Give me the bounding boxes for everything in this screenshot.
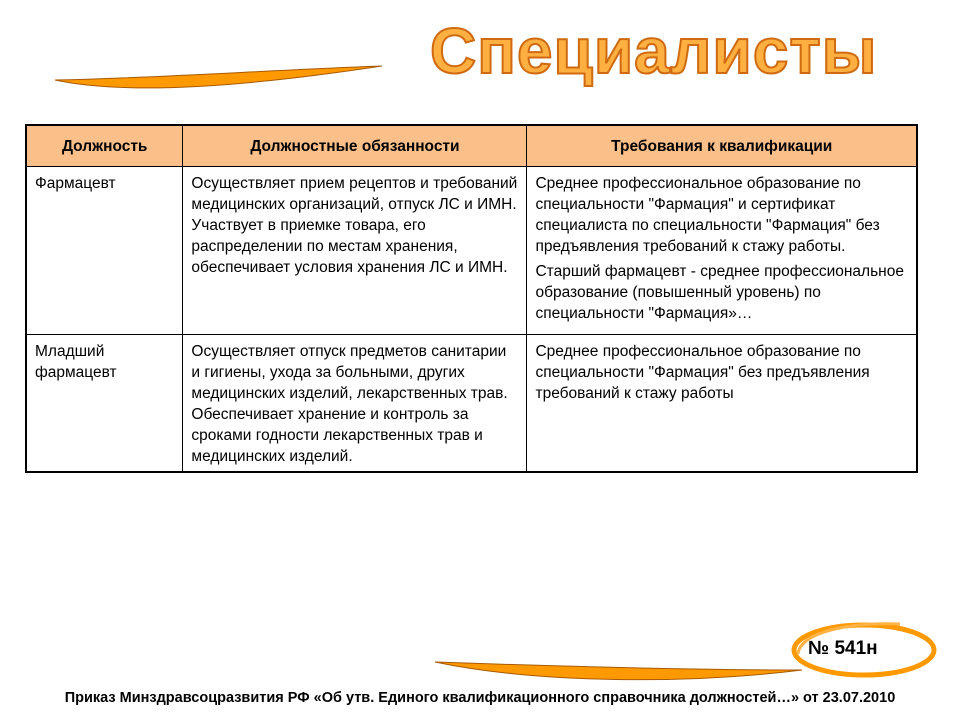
requirements-paragraph: Старший фармацевт - среднее профессиональное образование (повышенный уровень) по специальности "Фармация»… — [535, 263, 904, 322]
cell-duties: Осуществляет отпуск предметов санитарии и гигиены, ухода за больными, других медицинских изделий, лекарственных трав. Обеспечивает хранение и контроль за сроками годности лекарственных трав и медицинских изделий. — [183, 335, 527, 473]
requirements-paragraph: Среднее профессиональное образование по специальности "Фармация" и сертификат специалиста по специальности "Фармация" без предъявления требований к стажу работы. — [535, 175, 880, 255]
page-title: Специалисты — [430, 15, 878, 87]
header-position: Должность — [26, 125, 183, 167]
decorative-swoosh-bottom — [430, 640, 810, 686]
cell-position: Младший фармацевт — [26, 335, 183, 473]
cell-requirements — [527, 335, 917, 473]
order-number: № 541н — [808, 638, 878, 659]
specialists-table — [25, 124, 918, 473]
table-row — [26, 167, 917, 335]
cell-duties: Осуществляет прием рецептов и требований медицинских организаций, отпуск ЛС и ИМН. Участвует в приемке товара, его распределении по местам хранения, обеспечивает условия хранения ЛС и ИМН. — [183, 167, 527, 335]
footer-citation: Приказ Минздравсоцразвития РФ «Об утв. Единого квалификационного справочника должностей…» от 23.07.2010 — [64, 690, 896, 706]
table-header-row — [26, 125, 917, 167]
cell-position: Фармацевт — [26, 167, 183, 335]
header-duties: Должностные обязанности — [183, 125, 527, 167]
table-row — [26, 335, 917, 473]
decorative-swoosh-top — [50, 56, 390, 96]
cell-requirements — [527, 167, 917, 335]
header-requirements: Требования к квалификации — [527, 125, 917, 167]
requirements-paragraph: Среднее профессиональное образование по специальности "Фармация" без предъявления требований к стажу работы — [535, 343, 870, 402]
